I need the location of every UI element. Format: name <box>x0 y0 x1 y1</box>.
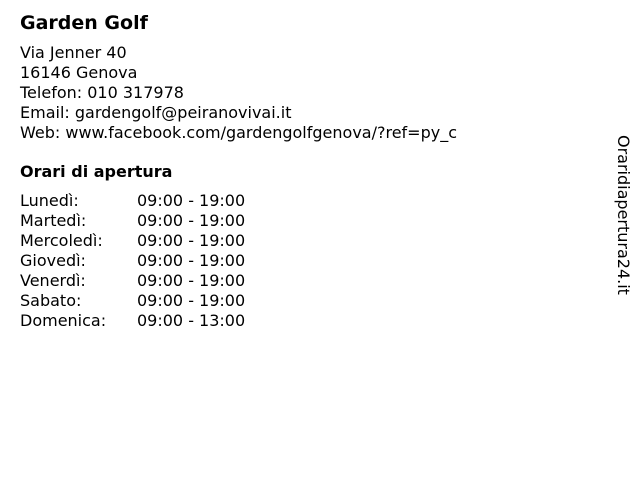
address-street: Via Jenner 40 <box>20 43 127 62</box>
day-hours: 09:00 - 19:00 <box>137 191 246 210</box>
day-hours: 09:00 - 19:00 <box>137 291 246 310</box>
hours-row-monday <box>20 191 600 211</box>
business-card <box>20 10 600 331</box>
day-label: Domenica: <box>20 311 107 330</box>
contact-info <box>20 43 600 143</box>
opening-hours-title: Orari di apertura <box>20 162 173 181</box>
business-name: Garden Golf <box>20 12 148 34</box>
hours-row-saturday <box>20 291 600 311</box>
day-hours: 09:00 - 13:00 <box>137 311 246 330</box>
day-label: Martedì: <box>20 211 87 230</box>
hours-row-thursday <box>20 251 600 271</box>
day-hours: 09:00 - 19:00 <box>137 251 246 270</box>
day-label: Lunedì: <box>20 191 79 210</box>
address-city: 16146 Genova <box>20 63 138 82</box>
day-label: Venerdì: <box>20 271 86 290</box>
day-label: Sabato: <box>20 291 82 310</box>
phone-number: Telefon: 010 317978 <box>20 83 184 102</box>
hours-row-friday <box>20 271 600 291</box>
hours-row-tuesday <box>20 211 600 231</box>
day-label: Giovedì: <box>20 251 86 270</box>
day-hours: 09:00 - 19:00 <box>137 271 246 290</box>
site-watermark: Oraridiapertura24.it <box>614 135 633 295</box>
website-link: Web: www.facebook.com/gardengolfgenova/?ref=py_c <box>20 123 457 142</box>
opening-hours-table <box>20 191 600 331</box>
hours-row-wednesday <box>20 231 600 251</box>
hours-row-sunday <box>20 311 600 331</box>
day-label: Mercoledì: <box>20 231 103 250</box>
day-hours: 09:00 - 19:00 <box>137 231 246 250</box>
email-address: Email: gardengolf@peiranovivai.it <box>20 103 292 122</box>
day-hours: 09:00 - 19:00 <box>137 211 246 230</box>
